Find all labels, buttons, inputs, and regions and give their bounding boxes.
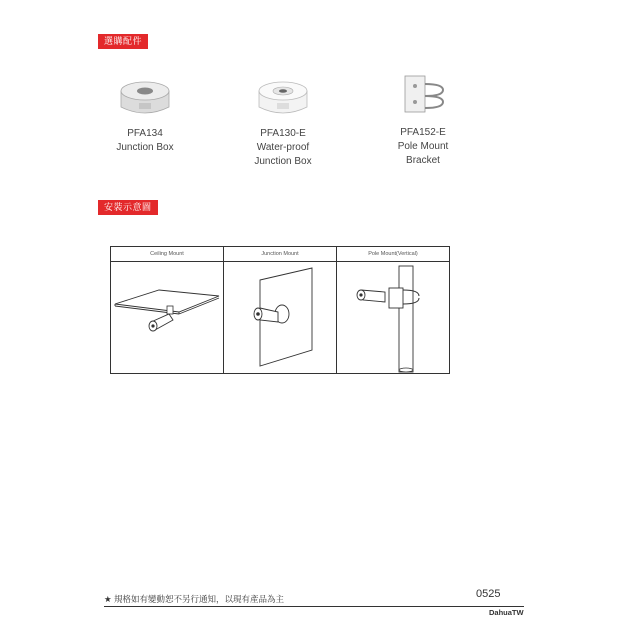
accessory-desc-2: Bracket	[406, 155, 440, 166]
install-label: Pole Mount(Vertical)	[337, 247, 449, 262]
footer-brand: DahuaTW	[489, 608, 524, 617]
accessory-model: PFA152-E	[400, 127, 446, 138]
pole-mount-drawing	[337, 262, 449, 373]
accessory-model: PFA130-E	[260, 128, 306, 139]
accessories-section-tag: 選購配件	[98, 34, 148, 49]
accessory-desc: Water-proof	[256, 142, 310, 153]
accessory-desc-2: Junction Box	[254, 156, 312, 167]
install-cell-pole	[337, 247, 449, 373]
footer-code: 0525	[476, 588, 501, 600]
install-cell-junction	[224, 247, 337, 373]
waterproof-junction-box-image	[253, 75, 313, 119]
footer-divider	[104, 606, 524, 607]
install-section-tag: 安裝示意圖	[98, 200, 158, 215]
junction-mount-drawing	[224, 262, 336, 373]
install-label: Junction Mount	[224, 247, 336, 262]
accessory-pfa134	[85, 75, 205, 155]
accessory-desc: Pole Mount	[397, 141, 449, 152]
accessory-pfa152-e	[363, 72, 483, 168]
accessory-model: PFA134	[127, 128, 163, 139]
accessory-desc: Junction Box	[116, 142, 174, 153]
installation-diagram	[110, 246, 450, 374]
pole-mount-bracket-image	[393, 72, 453, 118]
junction-box-image	[115, 75, 175, 119]
accessory-pfa130-e	[223, 75, 343, 169]
ceiling-mount-drawing	[111, 262, 223, 373]
footer-disclaimer: ★ 規格如有變動恕不另行通知，以現有產品為主	[104, 594, 284, 604]
install-label: Ceiling Mount	[111, 247, 223, 262]
install-cell-ceiling	[111, 247, 224, 373]
